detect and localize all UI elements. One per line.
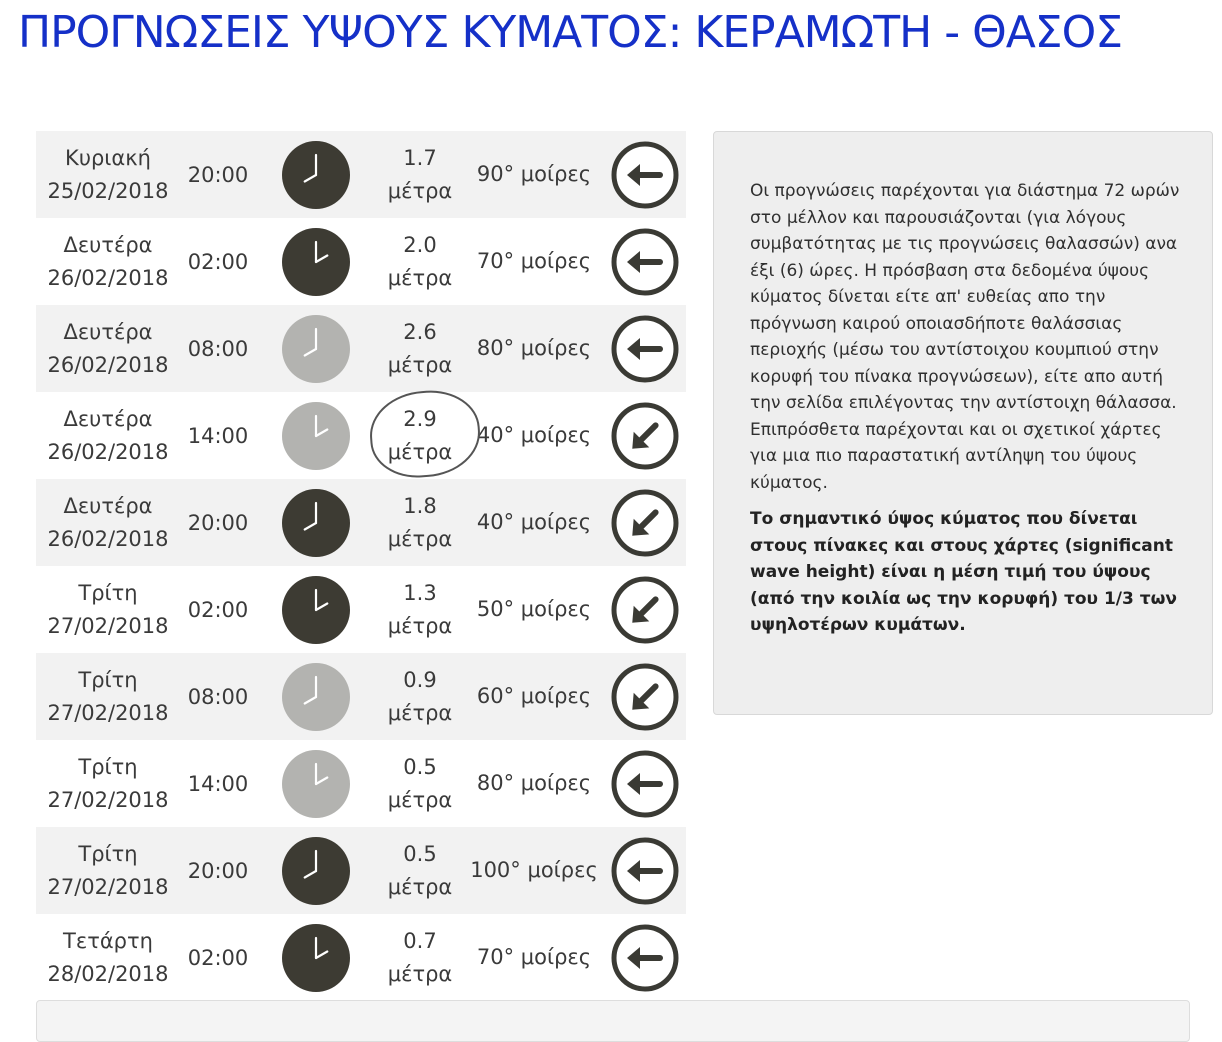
wave-height-unit: μέτρα xyxy=(387,439,453,464)
date-value: 26/02/2018 xyxy=(47,526,169,551)
light-clock-icon xyxy=(281,749,351,819)
wave-height xyxy=(376,490,464,556)
info-definition: Το σημαντικό ύψος κύματος που δίνεται στους πίνακες και στους χάρτες (significant wave height) είναι η μέση τιμή του ύψους (από την κοιλία ως την κορυφή) του 1/3 των υψηλοτέρων κυμάτων. xyxy=(750,509,1177,635)
direction-arrow-cell xyxy=(604,575,686,645)
info-paragraph: Οι προγνώσεις παρέχονται για διάστημα 72 ωρών στο μέλλον και παρουσιάζονται (για λόγους συμβατότητας με τις προγνώσεις θαλασσών) ανα έξι (6) ώρες. Η πρόσβαση στα δεδομένα ύψους κύματος δίνεται είτε απ' ευθείας απο την πρόγνωση καιρού οποιασδήποτε θαλάσσιας περιοχής (μέσω του αντίστοιχου κουμπιού στην κορυφή του πίνακα προγνώσεων), είτε απο αυτή την σελίδα επιλέγοντας την αντίστοιχη θάλασσα. Επιπρόσθετα παρέχονται και οι σχετικοί χάρτες για μια πιο παραστατική αντίληψη του ύψους κύματος. xyxy=(750,181,1180,493)
wave-height xyxy=(376,229,464,295)
direction-arrow-cell xyxy=(604,314,686,384)
forecast-date xyxy=(36,751,180,817)
clock-cell xyxy=(256,836,376,906)
dark-clock-icon xyxy=(281,836,351,906)
arrow-left-icon xyxy=(610,836,680,906)
wave-direction: 70° μοίρες xyxy=(476,945,592,969)
forecast-row xyxy=(36,131,686,218)
arrow-down-left-icon xyxy=(610,488,680,558)
forecast-time: 02:00 xyxy=(187,249,249,274)
dark-clock-icon xyxy=(281,575,351,645)
direction-arrow-cell xyxy=(604,749,686,819)
forecast-time: 02:00 xyxy=(187,597,249,622)
wave-height-value: 0.9 xyxy=(403,667,437,692)
wave-direction: 90° μοίρες xyxy=(476,162,592,186)
arrow-left-icon xyxy=(610,140,680,210)
direction-arrow-cell xyxy=(604,923,686,993)
direction-arrow-cell xyxy=(604,662,686,732)
forecast-date xyxy=(36,577,180,643)
date-value: 27/02/2018 xyxy=(47,613,169,638)
forecast-row xyxy=(36,827,686,914)
wave-height-value: 0.5 xyxy=(403,754,437,779)
wave-height-unit: μέτρα xyxy=(387,787,453,812)
wave-height xyxy=(376,316,464,382)
light-clock-icon xyxy=(281,314,351,384)
forecast-time: 14:00 xyxy=(187,771,249,796)
forecast-row xyxy=(36,740,686,827)
wave-height-value: 2.9 xyxy=(403,406,437,431)
day-name: Τετάρτη xyxy=(63,928,153,953)
dark-clock-icon xyxy=(281,227,351,297)
day-name: Τρίτη xyxy=(78,841,138,866)
forecast-time: 14:00 xyxy=(187,423,249,448)
forecast-date xyxy=(36,664,180,730)
forecast-date xyxy=(36,490,180,556)
wave-direction: 50° μοίρες xyxy=(476,597,592,621)
date-value: 27/02/2018 xyxy=(47,874,169,899)
forecast-time: 20:00 xyxy=(187,162,249,187)
date-value: 27/02/2018 xyxy=(47,787,169,812)
forecast-time: 20:00 xyxy=(187,858,249,883)
arrow-left-icon xyxy=(610,314,680,384)
forecast-date xyxy=(36,229,180,295)
date-value: 27/02/2018 xyxy=(47,700,169,725)
wave-height xyxy=(376,577,464,643)
dark-clock-icon xyxy=(281,140,351,210)
forecast-row xyxy=(36,479,686,566)
forecast-table xyxy=(36,131,686,1001)
arrow-left-icon xyxy=(610,749,680,819)
wave-direction: 100° μοίρες xyxy=(470,858,598,882)
clock-cell xyxy=(256,401,376,471)
forecast-row xyxy=(36,914,686,1001)
forecast-date xyxy=(36,316,180,382)
forecast-row xyxy=(36,653,686,740)
wave-height-value: 0.5 xyxy=(403,841,437,866)
day-name: Δευτέρα xyxy=(63,493,153,518)
date-value: 26/02/2018 xyxy=(47,352,169,377)
clock-cell xyxy=(256,488,376,558)
direction-arrow-cell xyxy=(604,836,686,906)
wave-height-value: 1.3 xyxy=(403,580,437,605)
direction-arrow-cell xyxy=(604,140,686,210)
wave-height xyxy=(376,925,464,991)
wave-height xyxy=(376,142,464,208)
day-name: Τρίτη xyxy=(78,667,138,692)
day-name: Τρίτη xyxy=(78,754,138,779)
page-title: ΠΡΟΓΝΩΣΕΙΣ ΥΨΟΥΣ ΚΥΜΑΤΟΣ: ΚΕΡΑΜΩΤΗ - ΘΑΣΟΣ xyxy=(18,7,1123,58)
wave-height xyxy=(376,664,464,730)
forecast-date xyxy=(36,403,180,469)
wave-direction: 40° μοίρες xyxy=(476,423,592,447)
wave-height-unit: μέτρα xyxy=(387,352,453,377)
clock-cell xyxy=(256,140,376,210)
forecast-date xyxy=(36,838,180,904)
wave-height-unit: μέτρα xyxy=(387,613,453,638)
arrow-left-icon xyxy=(610,227,680,297)
clock-cell xyxy=(256,662,376,732)
clock-cell xyxy=(256,749,376,819)
direction-arrow-cell xyxy=(604,227,686,297)
wave-height xyxy=(376,751,464,817)
wave-direction: 60° μοίρες xyxy=(476,684,592,708)
forecast-row xyxy=(36,566,686,653)
wave-height-unit: μέτρα xyxy=(387,961,453,986)
day-name: Δευτέρα xyxy=(63,319,153,344)
wave-height-value: 2.6 xyxy=(403,319,437,344)
day-name: Δευτέρα xyxy=(63,232,153,257)
wave-height-value: 1.7 xyxy=(403,145,437,170)
forecast-time: 02:00 xyxy=(187,945,249,970)
wave-height-unit: μέτρα xyxy=(387,265,453,290)
forecast-time: 20:00 xyxy=(187,510,249,535)
arrow-left-icon xyxy=(610,923,680,993)
wave-height-unit: μέτρα xyxy=(387,526,453,551)
forecast-row xyxy=(36,392,686,479)
wave-height-unit: μέτρα xyxy=(387,700,453,725)
wave-height xyxy=(376,403,464,469)
info-box xyxy=(713,131,1213,715)
day-name: Δευτέρα xyxy=(63,406,153,431)
bottom-panel xyxy=(36,1000,1190,1042)
wave-height xyxy=(376,838,464,904)
date-value: 25/02/2018 xyxy=(47,178,169,203)
forecast-date xyxy=(36,925,180,991)
wave-direction: 70° μοίρες xyxy=(476,249,592,273)
arrow-down-left-icon xyxy=(610,575,680,645)
clock-cell xyxy=(256,923,376,993)
wave-direction: 40° μοίρες xyxy=(476,510,592,534)
direction-arrow-cell xyxy=(604,488,686,558)
wave-height-value: 1.8 xyxy=(403,493,437,518)
day-name: Κυριακή xyxy=(65,145,151,170)
date-value: 26/02/2018 xyxy=(47,265,169,290)
dark-clock-icon xyxy=(281,923,351,993)
wave-direction: 80° μοίρες xyxy=(476,336,592,360)
clock-cell xyxy=(256,314,376,384)
arrow-down-left-icon xyxy=(610,401,680,471)
clock-cell xyxy=(256,227,376,297)
dark-clock-icon xyxy=(281,488,351,558)
date-value: 28/02/2018 xyxy=(47,961,169,986)
forecast-time: 08:00 xyxy=(187,336,249,361)
arrow-down-left-icon xyxy=(610,662,680,732)
light-clock-icon xyxy=(281,662,351,732)
wave-height-unit: μέτρα xyxy=(387,874,453,899)
forecast-row xyxy=(36,218,686,305)
light-clock-icon xyxy=(281,401,351,471)
wave-height-unit: μέτρα xyxy=(387,178,453,203)
wave-height-value: 0.7 xyxy=(403,928,437,953)
wave-height-value: 2.0 xyxy=(403,232,437,257)
day-name: Τρίτη xyxy=(78,580,138,605)
direction-arrow-cell xyxy=(604,401,686,471)
wave-direction: 80° μοίρες xyxy=(476,771,592,795)
forecast-date xyxy=(36,142,180,208)
forecast-row xyxy=(36,305,686,392)
forecast-time: 08:00 xyxy=(187,684,249,709)
clock-cell xyxy=(256,575,376,645)
date-value: 26/02/2018 xyxy=(47,439,169,464)
